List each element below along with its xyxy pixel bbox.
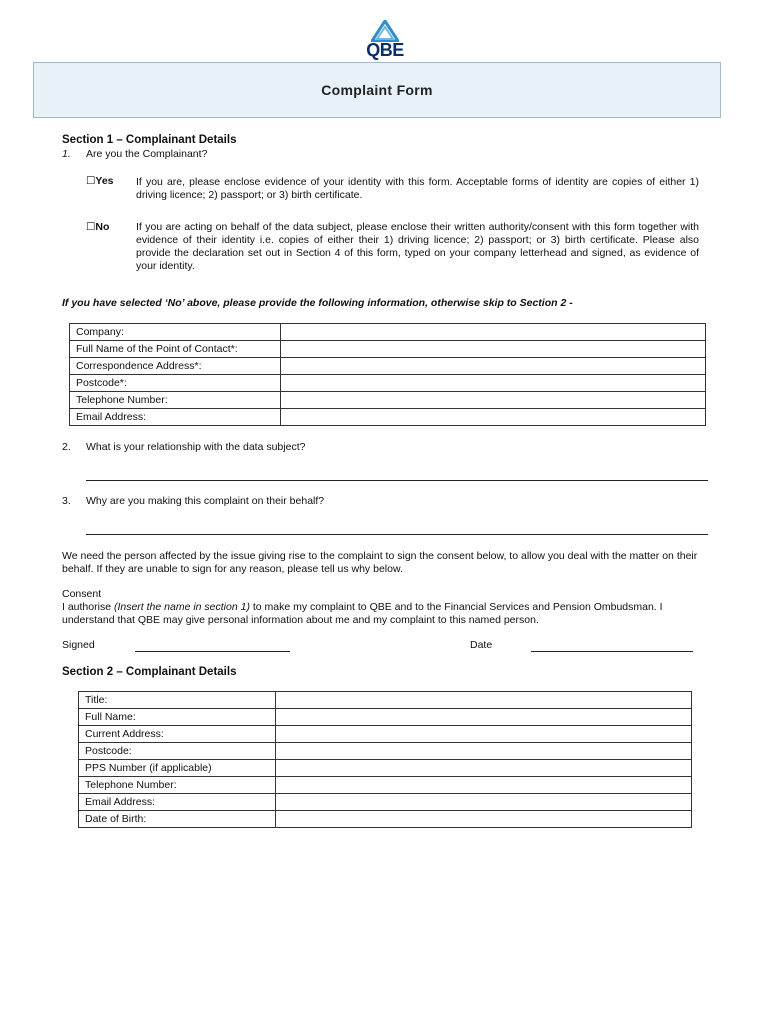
complainant-details-table xyxy=(78,691,692,828)
consent-statement xyxy=(62,601,682,627)
table-input-cell[interactable] xyxy=(276,709,692,726)
qbe-logo-icon xyxy=(371,20,399,42)
consent-placeholder: (Insert the name in section 1) xyxy=(113,601,250,613)
table-input-cell[interactable] xyxy=(276,811,692,828)
date-line[interactable] xyxy=(531,651,693,652)
form-title: Complaint Form xyxy=(321,82,433,98)
table-label: Current Address: xyxy=(79,726,276,743)
table-row xyxy=(79,726,692,743)
consent-prefix: I authorise xyxy=(62,601,114,613)
signed-label: Signed xyxy=(62,639,95,651)
table-label: Date of Birth: xyxy=(79,811,276,828)
table-row xyxy=(79,811,692,828)
table-label: PPS Number (if applicable) xyxy=(79,760,276,777)
qbe-logo-text: QBE xyxy=(366,40,404,60)
table-input-cell[interactable] xyxy=(276,760,692,777)
table-label: Full Name of the Point of Contact*: xyxy=(70,341,281,358)
form-title-box xyxy=(33,62,721,118)
table-label: Company: xyxy=(70,324,281,341)
yes-checkbox[interactable]: ☐ xyxy=(86,175,96,187)
table-input-cell[interactable] xyxy=(281,409,706,426)
q2-text: What is your relationship with the data subject? xyxy=(86,441,306,453)
table-label: Telephone Number: xyxy=(79,777,276,794)
table-label: Postcode*: xyxy=(70,375,281,392)
table-input-cell[interactable] xyxy=(281,358,706,375)
table-input-cell[interactable] xyxy=(281,375,706,392)
no-checkbox[interactable]: ☐ xyxy=(86,221,96,233)
consent-suffix: to make my complaint to QBE and to the Financial Services and Pension Ombudsman. I understand that QBE may give personal information about me and my complaint to this named person. xyxy=(62,601,663,626)
section1-note: If you have selected ‘No’ above, please provide the following information, otherwise skip to Section 2 - xyxy=(62,297,573,309)
table-input-cell[interactable] xyxy=(276,726,692,743)
qbe-logo xyxy=(340,20,430,64)
table-row xyxy=(79,692,692,709)
table-row xyxy=(79,777,692,794)
table-input-cell[interactable] xyxy=(276,794,692,811)
no-description: If you are acting on behalf of the data subject, please enclose their written authority/consent with this form together with evidence of their identity i.e. copies of either their 1) driving licence; 2) passport; or 3) birth certificate. Please also provide the declaration set out in Section 4 of this form, typed on your company letterhead and signed, as evidence of your identity. xyxy=(136,221,699,272)
q1-number-text: 1. xyxy=(62,148,71,160)
q3-answer-line[interactable] xyxy=(86,534,708,535)
table-label: Telephone Number: xyxy=(70,392,281,409)
section2-heading: Section 2 – Complainant Details xyxy=(62,666,237,678)
table-row xyxy=(79,709,692,726)
table-label: Email Address: xyxy=(70,409,281,426)
consent-paragraph: We need the person affected by the issue giving rise to the complaint to sign the consent below, to allow you deal with the matter on their behalf. If they are unable to sign for any reason, please tell us why below. xyxy=(62,550,698,575)
signature-line[interactable] xyxy=(135,651,290,652)
table-input-cell[interactable] xyxy=(276,777,692,794)
no-label: No xyxy=(95,221,110,233)
table-input-cell[interactable] xyxy=(281,392,706,409)
yes-option[interactable] xyxy=(86,175,114,187)
contact-details-table xyxy=(69,323,706,426)
table-row xyxy=(70,392,706,409)
table-input-cell[interactable] xyxy=(276,692,692,709)
date-label: Date xyxy=(470,639,493,651)
q2-answer-line[interactable] xyxy=(86,480,708,481)
table-row xyxy=(70,409,706,426)
section1-heading: Section 1 – Complainant Details xyxy=(62,134,237,146)
q1-number xyxy=(62,148,71,161)
table-row xyxy=(79,760,692,777)
table-row xyxy=(70,324,706,341)
q3-number: 3. xyxy=(62,495,71,507)
yes-description: If you are, please enclose evidence of your identity with this form. Acceptable forms of identity are copies of either 1) driving licence; 2) passport; or 3) birth certificate. xyxy=(136,176,699,201)
table-label: Email Address: xyxy=(79,794,276,811)
table-row xyxy=(70,375,706,392)
table-label: Postcode: xyxy=(79,743,276,760)
table-input-cell[interactable] xyxy=(276,743,692,760)
q1-text: Are you the Complainant? xyxy=(86,148,208,160)
table-row xyxy=(79,743,692,760)
q2-number: 2. xyxy=(62,441,71,453)
table-input-cell[interactable] xyxy=(281,341,706,358)
table-input-cell[interactable] xyxy=(281,324,706,341)
q3-text: Why are you making this complaint on their behalf? xyxy=(86,495,325,507)
consent-heading: Consent xyxy=(62,588,102,600)
table-label: Title: xyxy=(79,692,276,709)
table-label: Full Name: xyxy=(79,709,276,726)
table-row xyxy=(79,794,692,811)
yes-label: Yes xyxy=(95,175,114,187)
table-row xyxy=(70,358,706,375)
table-row xyxy=(70,341,706,358)
no-option[interactable] xyxy=(86,221,109,233)
table-label: Correspondence Address*: xyxy=(70,358,281,375)
